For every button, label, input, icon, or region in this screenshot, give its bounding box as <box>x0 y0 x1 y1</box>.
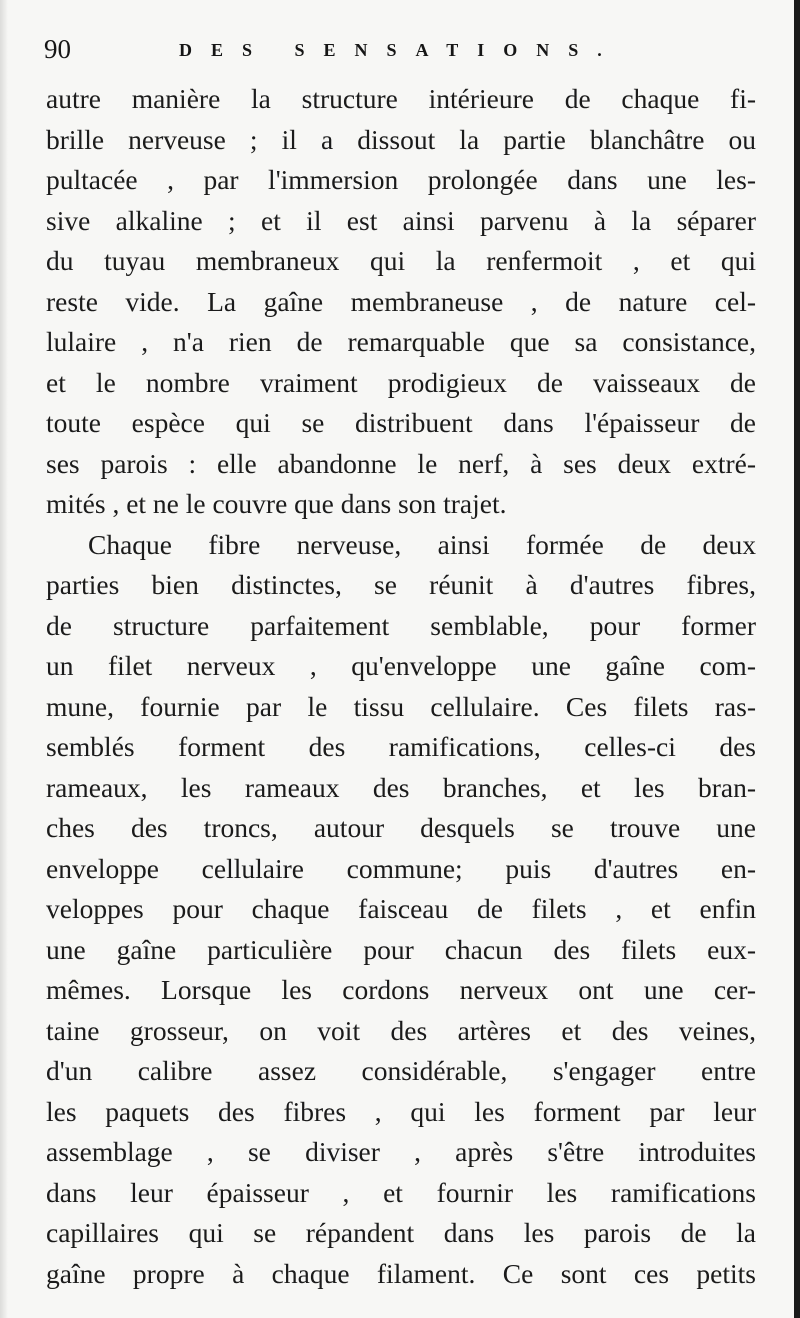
text-line: gaîne propre à chaque filament. Ce sont ces petits <box>46 1257 756 1289</box>
text-line: dans leur épaisseur , et fournir les ramifications <box>46 1176 756 1208</box>
text-line: enveloppe cellulaire commune; puis d'autres en- <box>46 852 756 884</box>
text-line: ses parois : elle abandonne le nerf, à ses deux extré- <box>46 447 756 479</box>
text-line: capillaires qui se répandent dans les parois de la <box>46 1217 756 1248</box>
text-line: parties bien distinctes, se réunit à d'autres fibres, <box>46 569 756 600</box>
text-line: taine grosseur, on voit des artères et des veines, <box>46 1014 756 1046</box>
text-line: pultacée , par l'immersion prolongée dans une les- <box>46 164 756 195</box>
text-line: un filet nerveux , qu'enveloppe une gaîne com- <box>46 650 756 681</box>
text-line: ches des troncs, autour desquels se trouve une <box>46 812 756 843</box>
text-line: du tuyau membraneux qui la renfermoit , et qui <box>46 245 756 276</box>
text-line: brille nerveuse ; il a dissout la partie blanchâtre ou <box>46 123 756 155</box>
text-line: toute espèce qui se distribuent dans l'épaisseur de <box>46 407 756 438</box>
text-line: assemblage , se diviser , après s'être introduites <box>46 1136 756 1167</box>
page-right-edge-border <box>794 0 800 1318</box>
page-left-edge-shadow <box>0 0 8 1318</box>
paragraph-start-line: Chaque fibre nerveuse, ainsi formée de deux <box>88 528 756 560</box>
text-line: semblés forment des ramifications, celles-ci des <box>46 731 756 762</box>
text-line: rameaux, les rameaux des branches, et les bran- <box>46 771 756 803</box>
text-line: autre manière la structure intérieure de chaque fi- <box>46 83 756 114</box>
running-title: DES SENSATIONS. <box>179 40 621 60</box>
text-line: mêmes. Lorsque les cordons nerveux ont une cer- <box>46 974 756 1005</box>
page-number: 90 <box>44 34 71 64</box>
text-line: les paquets des fibres , qui les forment par leur <box>46 1095 756 1127</box>
body-text <box>46 79 756 1294</box>
text-line: reste vide. La gaîne membraneuse , de nature cel- <box>46 285 756 317</box>
text-line: et le nombre vraiment prodigieux de vaisseaux de <box>46 366 756 398</box>
text-line: mune, fournie par le tissu cellulaire. Ces filets ras- <box>46 690 756 722</box>
running-head <box>44 30 764 70</box>
text-line: sive alkaline ; et il est ainsi parvenu à la séparer <box>46 204 756 236</box>
text-line: lulaire , n'a rien de remarquable que sa consistance, <box>46 326 756 357</box>
text-line: une gaîne particulière pour chacun des filets eux- <box>46 933 756 965</box>
text-line: d'un calibre assez considérable, s'engager entre <box>46 1055 756 1086</box>
paragraph-end-line: mités , et ne le couvre que dans son trajet. <box>46 488 507 519</box>
text-line: veloppes pour chaque faisceau de filets , et enfin <box>46 893 756 924</box>
text-line: de structure parfaitement semblable, pour former <box>46 609 756 641</box>
